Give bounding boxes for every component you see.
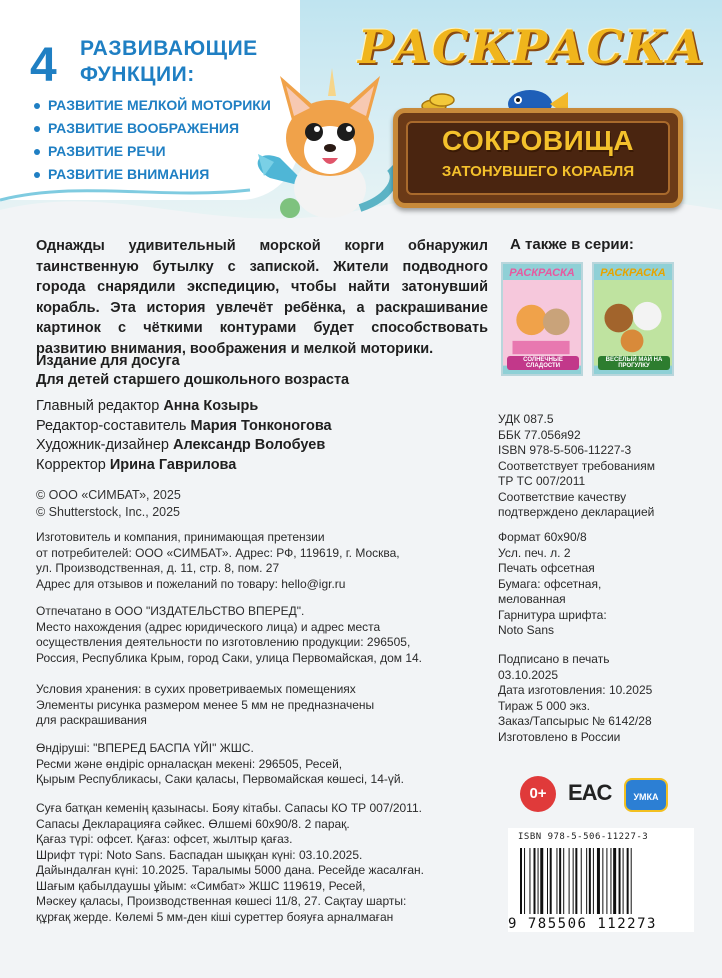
certification-marks [520, 776, 690, 816]
credits-list [36, 397, 332, 475]
credit-row: Главный редактор Анна Козырь [36, 398, 259, 414]
series-book-caption: СОЛНЕЧНЫЕ СЛАДОСТИ [507, 356, 579, 370]
edition-line: Издание для досуга [36, 353, 180, 369]
age-rating-badge: 0+ [520, 776, 556, 812]
manufacturer-info: Изготовитель и компания, принимающая претензии от потребителей: ООО «СИМБАТ». Адрес: РФ, 119619, г. Москва, ул. Производственная, д. 11, стр. 8, пом. 27 Адрес для отзывов и пожеланий по товару: hello@igr.ru [36, 530, 400, 591]
functions-title-line2: ФУНКЦИИ: [80, 63, 195, 86]
header-banner [0, 0, 722, 232]
corgi-mermaid-illustration [250, 58, 410, 228]
functions-list [34, 94, 271, 186]
print-date-info: Подписано в печать 03.10.2025 Дата изготовления: 10.2025 Тираж 5 000 экз. Заказ/Тапсырыс № 6142/28 Изготовлено в России [498, 652, 653, 744]
barcode-isbn-text: ISBN 978-5-506-11227-3 [518, 832, 649, 842]
function-item: РАЗВИТИЕ МЕЛКОЙ МОТОРИКИ [34, 94, 271, 117]
bullet-icon [34, 126, 40, 132]
function-item: РАЗВИТИЕ ВООБРАЖЕНИЯ [34, 117, 271, 140]
kz-producer-info: Өндіруші: "ВПЕРЕД БАСПА ҮЙІ" ЖШС. Ресми және өндіріс орналасқан мекені: 296505, Ресей, Қырым Республикасы, Саки қаласы, Первомайская көшесі, 14-үй. [36, 741, 404, 786]
classification-info: УДК 087.5 ББК 77.056я92 ISBN 978-5-506-11227-3 Соответствует требованиям ТР ТС 007/2011 Соответствие качеству подтверждено декларацией [498, 412, 655, 519]
functions-number: 4 [30, 39, 57, 92]
credit-row: Корректор Ирина Гаврилова [36, 456, 237, 473]
function-item: РАЗВИТИЕ РЕЧИ [34, 140, 271, 163]
series-book-title: РАСКРАСКА [509, 267, 575, 279]
eac-mark: EAC [568, 780, 612, 805]
barcode [508, 828, 694, 932]
brand-logo: УМКА [624, 778, 668, 812]
bullet-icon [34, 172, 40, 178]
subtitle-line1: СОКРОВИЩА [441, 125, 635, 156]
bullet-icon [34, 149, 40, 155]
bullet-icon [34, 103, 40, 109]
function-item: РАЗВИТИЕ ВНИМАНИЯ [34, 163, 271, 186]
title-sign [393, 108, 683, 208]
storage-info: Условия хранения: в сухих проветриваемых помещениях Элементы рисунка размером менее 5 мм не предназначены для раскрашивания [36, 682, 375, 727]
printer-info: Отпечатано в ООО "ИЗДАТЕЛЬСТВО ВПЕРЕД". Место нахождения (адрес юридического лица) и адрес места осуществления деятельности по изготовлению продукции: 296505, Россия, Республика Крым, город Саки, улица Первомайская, дом 14. [36, 604, 423, 665]
series-book-cover [592, 262, 674, 376]
copyright: © ООО «СИМБАТ», 2025 © Shutterstock, Inc., 2025 [36, 488, 181, 519]
format-info: Формат 60х90/8 Усл. печ. л. 2 Печать офсетная Бумага: офсетная, мелованная Гарнитура шрифта: Noto Sans [498, 530, 607, 637]
description-text: Однажды удивительный морской корги обнаружил таинственную бутылку с запиской. Жители подводного города снарядили экспедицию, чтобы найти затонувший корабль. Эта история увлечёт ребёнка, а раскрашивание картинок с чёткими контурами будет способствовать развитию внимания, воображения и мелкой моторики. [36, 238, 488, 357]
functions-title-line1: РАЗВИВАЮЩИЕ [80, 37, 258, 60]
barcode-bars [518, 848, 688, 914]
cover-title: РАСКРАСКА [358, 20, 706, 74]
credit-row: Художник-дизайнер Александр Волобуев [36, 437, 326, 453]
kz-details-info: Суға батқан кеменің қазынасы. Бояу кітабы. Сапасы КО ТР 007/2011. Сапасы Декларацияға сәйкес. Өлшемі 60х90/8. 2 парақ. Қағаз түрі: офсет. Қағаз: офсет, жылтыр қағаз. Шрифт түрі: Noto Sans. Баспадан шыққан күні: 03.10.2025. Дайындалған күні: 10.2025. Таралымы 5000 дана. Ресейде жасалған. Шағым қабылдаушы ұйым: «Симбат» ЖШС 119619, Ресей, Мәскеу қаласы, Производственная көшесі 11/8, 27. Сақтау шарты: құрғақ жерде. Көлемі 5 мм-ден кіші суреттер бояуға арналмаған [36, 801, 424, 924]
subtitle-line2: ЗАТОНУВШЕГО КОРАБЛЯ [441, 163, 635, 180]
series-book-caption: ВЕСЁЛЫЙ МАЙ НА ПРОГУЛКУ [598, 356, 670, 370]
edition-line: Для детей старшего дошкольного возраста [36, 372, 350, 388]
credit-row: Редактор-составитель Мария Тонконогова [36, 417, 332, 434]
barcode-number: 9 785506 112273 [508, 916, 657, 932]
edition-info [36, 352, 349, 390]
series-book-cover [501, 262, 583, 376]
series-book-title: РАСКРАСКА [600, 267, 666, 279]
series-label: А также в серии: [510, 236, 634, 253]
